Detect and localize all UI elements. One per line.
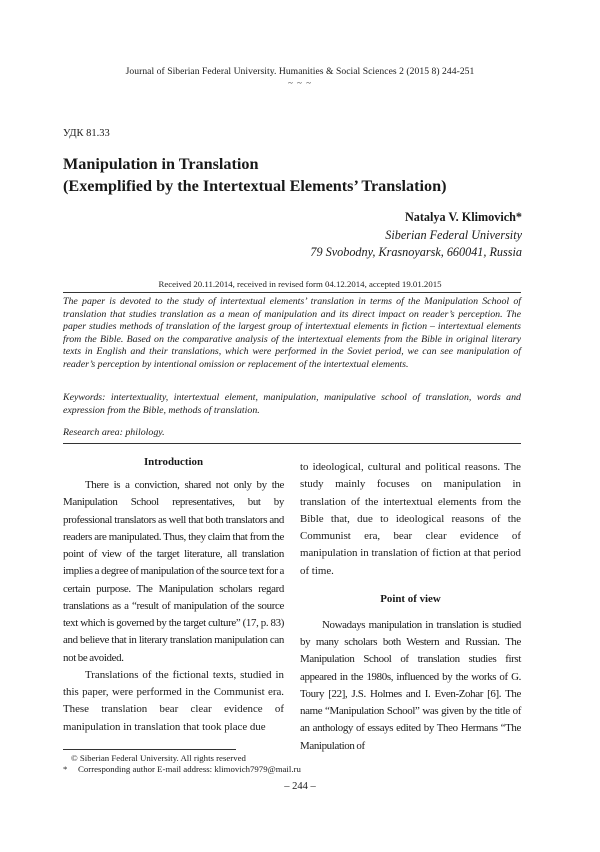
author-address: 79 Svobodny, Krasnoyarsk, 660041, Russia xyxy=(310,245,522,259)
keywords: Keywords: intertextuality, intertextual element, manipulation, manipulative school of translation, words and expression from the Bible, methods of translation. xyxy=(63,392,521,416)
body-paragraph-3: to ideological, cultural and political reasons. The study mainly focuses on manipulation in translation of the intertextual elements from the Bible that, due to ideological reasons of the Communist era, bear clear evidence of manipulation in translation of fiction at that period of time. xyxy=(300,461,521,577)
title-line-1: Manipulation in Translation xyxy=(63,155,259,173)
body-paragraph-1: There is a conviction, shared not only by the Manipulation School representatives, but by professional translators as well that both translators and readers are manipulated. Thus, they claim that from the point of view of the target literature, all translation implies a degree of manipulation of the source text for a certain purpose. The Manipulation scholars regard translations as a “result of manipulation of the source text which is governed by the target culture” (17, p. 83) and believe that in literary translation manipulation can not be avoided. xyxy=(63,479,284,664)
article-title xyxy=(63,153,543,197)
footnote-rule xyxy=(63,749,236,750)
point-of-view-heading: Point of view xyxy=(380,592,441,605)
copyright-text: © Siberian Federal University. All rights reserved xyxy=(71,753,246,763)
received-dates: Received 20.11.2014, received in revised form 04.12.2014, accepted 19.01.2015 xyxy=(158,279,442,289)
author-affiliation: Siberian Federal University xyxy=(385,227,522,242)
footnote-star: * xyxy=(63,764,68,774)
page-number: – 244 – xyxy=(284,781,316,792)
author-block xyxy=(310,209,522,262)
left-column xyxy=(63,454,284,736)
title-line-2: (Exemplified by the Intertextual Elements’ Translation) xyxy=(63,177,447,195)
corresponding-author-text: Corresponding author E-mail address: klimovich7979@mail.ru xyxy=(78,764,301,774)
journal-header: Journal of Siberian Federal University. Humanities & Social Sciences 2 (2015 8) 244-251 xyxy=(125,66,475,77)
copyright-footnote xyxy=(63,753,246,764)
abstract-top-rule xyxy=(63,292,521,293)
research-area: Research area: philology. xyxy=(63,427,165,438)
corresponding-author-footnote xyxy=(63,764,301,775)
header-separator: ~ ~ ~ xyxy=(287,78,313,88)
body-paragraph-4: Nowadays manipulation in translation is studied by many scholars both Western and Russian. The Manipulation School of translation studies first appeared in the 1980s, influenced by the works of G. Toury [22], J.S. Holmes and I. Even-Zohar [6]. The name “Manipulation School” was given by the title of an anthology of essays edited by Theo Hermans “The Manipulation of xyxy=(300,618,521,752)
abstract-bottom-rule xyxy=(63,443,521,444)
body-paragraph-2: Translations of the fictional texts, studied in this paper, were performed in the Communist era. These translation bear clear evidence of manipulation in translation that took place due xyxy=(63,668,284,733)
abstract: The paper is devoted to the study of intertextual elements’ translation in terms of the Manipulation School of translation that studies translation as a mean of manipulation and its direct impact on reader’s perception. The paper studies methods of translation of the largest group of intertextual elements in fiction – intertextual elements from the Bible. Based on the comparative analysis of the intertextual elements from the Bible in original literary texts in English and their translations, which were performed in the Soviet period, we can see manipulation of reader’s perception by intentional omission or replacement of the intertextual elements. xyxy=(63,296,521,370)
introduction-heading: Introduction xyxy=(143,456,204,468)
udk-code: УДК 81.33 xyxy=(63,128,110,139)
author-name: Natalya V. Klimovich* xyxy=(404,210,522,224)
right-column xyxy=(300,459,521,755)
